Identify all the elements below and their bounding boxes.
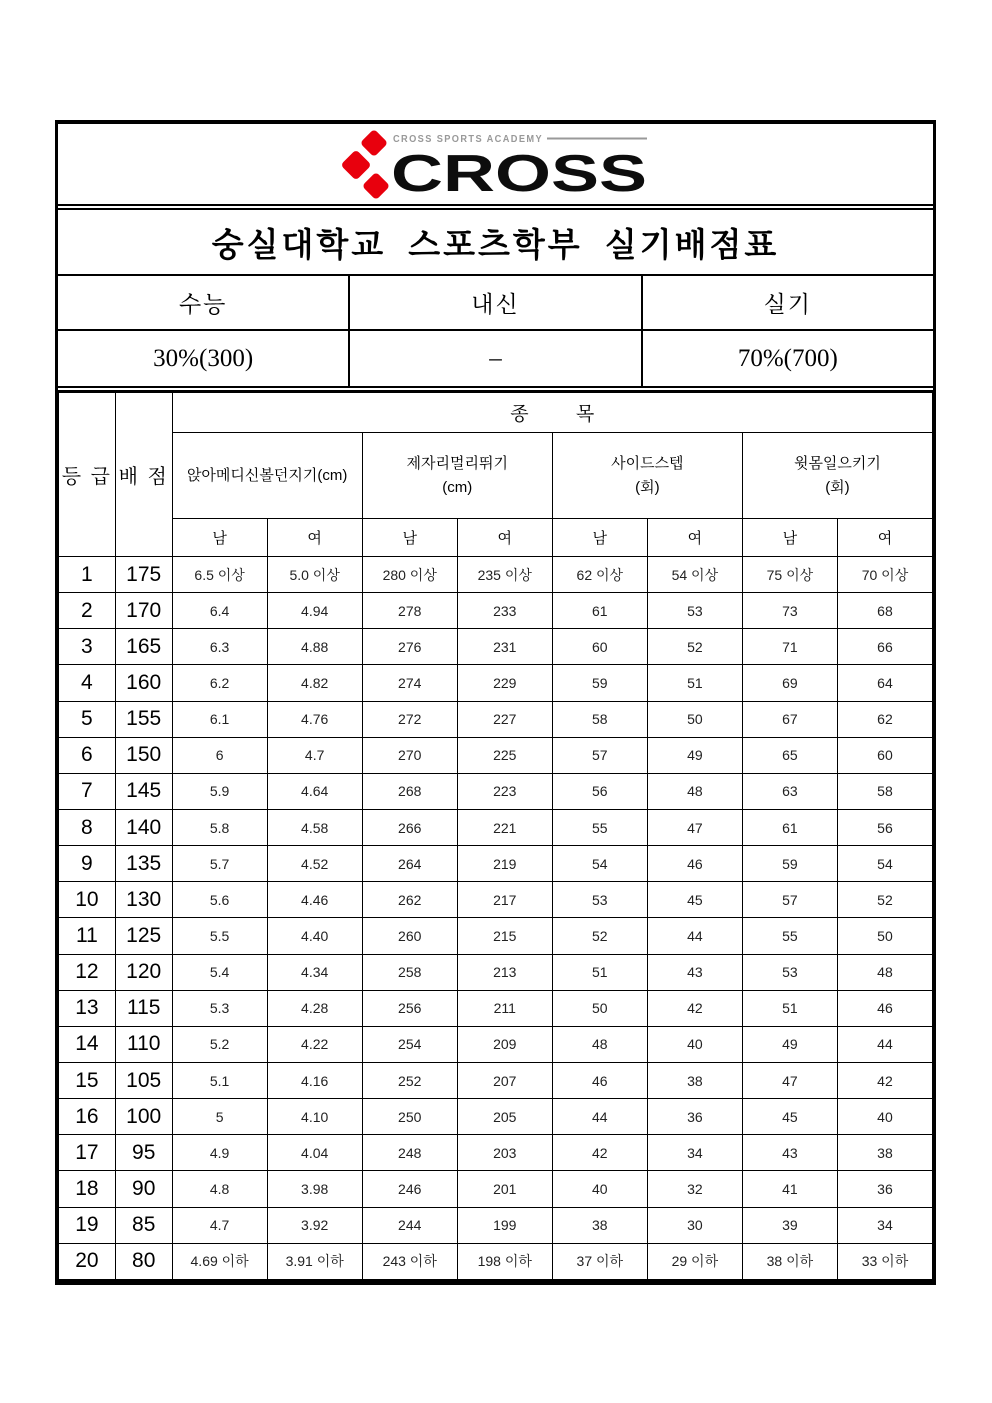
value-cell: 52 bbox=[647, 629, 742, 665]
svg-text:CROSS SPORTS ACADEMY: CROSS SPORTS ACADEMY bbox=[392, 134, 543, 145]
value-cell: 55 bbox=[552, 809, 647, 845]
event-unit: (cm) bbox=[442, 478, 473, 496]
summary-value-1: – bbox=[350, 331, 642, 386]
value-cell: 6.5 이상 bbox=[172, 557, 267, 593]
value-cell: 47 bbox=[742, 1062, 837, 1098]
table-row bbox=[59, 665, 933, 701]
summary-value-2: 70%(700) bbox=[737, 344, 838, 372]
table-row bbox=[59, 1062, 933, 1098]
value-cell: 209 bbox=[457, 1026, 552, 1062]
value-cell: 4.52 bbox=[267, 846, 362, 882]
value-cell: 58 bbox=[552, 701, 647, 737]
points-cell: 85 bbox=[115, 1207, 172, 1243]
value-cell: 38 bbox=[837, 1135, 932, 1171]
grade-cell: 20 bbox=[59, 1243, 116, 1279]
gender-header-male-0: 남 bbox=[172, 519, 267, 557]
value-cell: 42 bbox=[647, 990, 742, 1026]
value-cell: 50 bbox=[837, 918, 932, 954]
table-row bbox=[59, 1135, 933, 1171]
value-cell: 33 이하 bbox=[837, 1243, 932, 1279]
gender-header-female-2: 여 bbox=[647, 519, 742, 557]
grade-cell: 11 bbox=[59, 918, 116, 954]
table-row bbox=[59, 773, 933, 809]
value-cell: 4.04 bbox=[267, 1135, 362, 1171]
grade-cell: 17 bbox=[59, 1135, 116, 1171]
value-cell: 207 bbox=[457, 1062, 552, 1098]
value-cell: 4.9 bbox=[172, 1135, 267, 1171]
value-cell: 4.7 bbox=[172, 1207, 267, 1243]
value-cell: 52 bbox=[552, 918, 647, 954]
value-cell: 4.69 이하 bbox=[172, 1243, 267, 1279]
value-cell: 276 bbox=[362, 629, 457, 665]
value-cell: 49 bbox=[647, 737, 742, 773]
event-name: 사이드스텝 bbox=[611, 455, 684, 473]
grade-cell: 13 bbox=[59, 990, 116, 1026]
value-cell: 34 bbox=[647, 1135, 742, 1171]
value-cell: 50 bbox=[647, 701, 742, 737]
value-cell: 213 bbox=[457, 954, 552, 990]
value-cell: 5.2 bbox=[172, 1026, 267, 1062]
value-cell: 211 bbox=[457, 990, 552, 1026]
value-cell: 5.4 bbox=[172, 954, 267, 990]
gender-header-male-1: 남 bbox=[362, 519, 457, 557]
value-cell: 40 bbox=[552, 1171, 647, 1207]
value-cell: 3.91 이하 bbox=[267, 1243, 362, 1279]
grade-cell: 8 bbox=[59, 809, 116, 845]
score-table-section bbox=[58, 392, 933, 1280]
value-cell: 45 bbox=[742, 1099, 837, 1135]
points-cell: 115 bbox=[115, 990, 172, 1026]
score-table bbox=[58, 392, 933, 1280]
value-cell: 252 bbox=[362, 1062, 457, 1098]
value-cell: 5.6 bbox=[172, 882, 267, 918]
value-cell: 278 bbox=[362, 593, 457, 629]
value-cell: 205 bbox=[457, 1099, 552, 1135]
gender-header-female-1: 여 bbox=[457, 519, 552, 557]
event-header-0 bbox=[172, 433, 362, 519]
value-cell: 215 bbox=[457, 918, 552, 954]
points-column-header: 배 점 bbox=[115, 393, 172, 557]
score-ratio-summary bbox=[58, 276, 933, 392]
value-cell: 250 bbox=[362, 1099, 457, 1135]
value-cell: 48 bbox=[647, 773, 742, 809]
value-cell: 4.46 bbox=[267, 882, 362, 918]
value-cell: 4.40 bbox=[267, 918, 362, 954]
gender-header-male-3: 남 bbox=[742, 519, 837, 557]
value-cell: 262 bbox=[362, 882, 457, 918]
svg-text:CROSS: CROSS bbox=[390, 145, 647, 199]
value-cell: 36 bbox=[837, 1171, 932, 1207]
table-row bbox=[59, 1171, 933, 1207]
value-cell: 217 bbox=[457, 882, 552, 918]
value-cell: 268 bbox=[362, 773, 457, 809]
title-section bbox=[58, 210, 933, 276]
value-cell: 227 bbox=[457, 701, 552, 737]
grade-cell: 14 bbox=[59, 1026, 116, 1062]
value-cell: 73 bbox=[742, 593, 837, 629]
value-cell: 49 bbox=[742, 1026, 837, 1062]
value-cell: 56 bbox=[552, 773, 647, 809]
value-cell: 221 bbox=[457, 809, 552, 845]
table-row bbox=[59, 737, 933, 773]
summary-header-0: 수능 bbox=[58, 276, 350, 329]
points-cell: 175 bbox=[115, 557, 172, 593]
points-cell: 90 bbox=[115, 1171, 172, 1207]
table-row bbox=[59, 1026, 933, 1062]
value-cell: 5.8 bbox=[172, 809, 267, 845]
value-cell: 6.4 bbox=[172, 593, 267, 629]
value-cell: 64 bbox=[837, 665, 932, 701]
value-cell: 223 bbox=[457, 773, 552, 809]
value-cell: 51 bbox=[552, 954, 647, 990]
table-row bbox=[59, 593, 933, 629]
value-cell: 203 bbox=[457, 1135, 552, 1171]
value-cell: 40 bbox=[837, 1099, 932, 1135]
value-cell: 50 bbox=[552, 990, 647, 1026]
table-row bbox=[59, 918, 933, 954]
grade-cell: 12 bbox=[59, 954, 116, 990]
points-cell: 135 bbox=[115, 846, 172, 882]
value-cell: 56 bbox=[837, 809, 932, 845]
points-cell: 95 bbox=[115, 1135, 172, 1171]
value-cell: 201 bbox=[457, 1171, 552, 1207]
value-cell: 4.7 bbox=[267, 737, 362, 773]
value-cell: 3.98 bbox=[267, 1171, 362, 1207]
value-cell: 46 bbox=[647, 846, 742, 882]
page-title: 숭실대학교 스포츠학부 실기배점표 bbox=[211, 225, 780, 263]
value-cell: 4.28 bbox=[267, 990, 362, 1026]
value-cell: 53 bbox=[647, 593, 742, 629]
grade-cell: 2 bbox=[59, 593, 116, 629]
event-header-1 bbox=[362, 433, 552, 519]
summary-value-row bbox=[58, 331, 933, 386]
value-cell: 44 bbox=[552, 1099, 647, 1135]
summary-header-1: 내신 bbox=[350, 276, 642, 329]
value-cell: 5.9 bbox=[172, 773, 267, 809]
event-name: 앉아메디신볼던지기(cm) bbox=[186, 466, 348, 484]
value-cell: 219 bbox=[457, 846, 552, 882]
value-cell: 51 bbox=[647, 665, 742, 701]
value-cell: 4.88 bbox=[267, 629, 362, 665]
value-cell: 66 bbox=[837, 629, 932, 665]
cross-academy-logo bbox=[341, 129, 651, 199]
value-cell: 235 이상 bbox=[457, 557, 552, 593]
value-cell: 270 bbox=[362, 737, 457, 773]
value-cell: 59 bbox=[552, 665, 647, 701]
value-cell: 5.7 bbox=[172, 846, 267, 882]
value-cell: 75 이상 bbox=[742, 557, 837, 593]
value-cell: 48 bbox=[837, 954, 932, 990]
value-cell: 4.64 bbox=[267, 773, 362, 809]
value-cell: 254 bbox=[362, 1026, 457, 1062]
grade-cell: 16 bbox=[59, 1099, 116, 1135]
grade-cell: 3 bbox=[59, 629, 116, 665]
points-cell: 105 bbox=[115, 1062, 172, 1098]
value-cell: 42 bbox=[837, 1062, 932, 1098]
value-cell: 60 bbox=[837, 737, 932, 773]
value-cell: 46 bbox=[552, 1062, 647, 1098]
value-cell: 54 bbox=[837, 846, 932, 882]
value-cell: 32 bbox=[647, 1171, 742, 1207]
value-cell: 4.22 bbox=[267, 1026, 362, 1062]
value-cell: 55 bbox=[742, 918, 837, 954]
value-cell: 40 bbox=[647, 1026, 742, 1062]
table-row bbox=[59, 1207, 933, 1243]
value-cell: 41 bbox=[742, 1171, 837, 1207]
value-cell: 52 bbox=[837, 882, 932, 918]
value-cell: 60 bbox=[552, 629, 647, 665]
value-cell: 70 이상 bbox=[837, 557, 932, 593]
value-cell: 256 bbox=[362, 990, 457, 1026]
value-cell: 260 bbox=[362, 918, 457, 954]
value-cell: 280 이상 bbox=[362, 557, 457, 593]
value-cell: 51 bbox=[742, 990, 837, 1026]
score-table-body bbox=[59, 557, 933, 1280]
events-group-header: 종 목 bbox=[172, 393, 932, 433]
event-header-row bbox=[59, 433, 933, 519]
value-cell: 6 bbox=[172, 737, 267, 773]
grade-cell: 15 bbox=[59, 1062, 116, 1098]
points-cell: 120 bbox=[115, 954, 172, 990]
value-cell: 39 bbox=[742, 1207, 837, 1243]
value-cell: 36 bbox=[647, 1099, 742, 1135]
gender-header-male-2: 남 bbox=[552, 519, 647, 557]
value-cell: 59 bbox=[742, 846, 837, 882]
value-cell: 198 이하 bbox=[457, 1243, 552, 1279]
summary-value-0: 30%(300) bbox=[58, 331, 350, 386]
points-cell: 145 bbox=[115, 773, 172, 809]
table-row bbox=[59, 629, 933, 665]
value-cell: 38 이하 bbox=[742, 1243, 837, 1279]
event-name: 제자리멀리뛰기 bbox=[406, 455, 508, 473]
points-cell: 165 bbox=[115, 629, 172, 665]
points-cell: 160 bbox=[115, 665, 172, 701]
value-cell: 5.0 이상 bbox=[267, 557, 362, 593]
value-cell: 4.10 bbox=[267, 1099, 362, 1135]
value-cell: 62 이상 bbox=[552, 557, 647, 593]
value-cell: 53 bbox=[552, 882, 647, 918]
grade-cell: 18 bbox=[59, 1171, 116, 1207]
value-cell: 65 bbox=[742, 737, 837, 773]
table-row bbox=[59, 990, 933, 1026]
points-cell: 155 bbox=[115, 701, 172, 737]
value-cell: 246 bbox=[362, 1171, 457, 1207]
value-cell: 4.58 bbox=[267, 809, 362, 845]
value-cell: 58 bbox=[837, 773, 932, 809]
value-cell: 34 bbox=[837, 1207, 932, 1243]
value-cell: 37 이하 bbox=[552, 1243, 647, 1279]
value-cell: 243 이하 bbox=[362, 1243, 457, 1279]
table-row bbox=[59, 701, 933, 737]
value-cell: 5.1 bbox=[172, 1062, 267, 1098]
value-cell: 4.94 bbox=[267, 593, 362, 629]
value-cell: 5.5 bbox=[172, 918, 267, 954]
value-cell: 54 bbox=[552, 846, 647, 882]
value-cell: 225 bbox=[457, 737, 552, 773]
value-cell: 4.34 bbox=[267, 954, 362, 990]
value-cell: 266 bbox=[362, 809, 457, 845]
grade-cell: 1 bbox=[59, 557, 116, 593]
grade-cell: 4 bbox=[59, 665, 116, 701]
table-row bbox=[59, 846, 933, 882]
value-cell: 45 bbox=[647, 882, 742, 918]
table-row bbox=[59, 809, 933, 845]
score-sheet bbox=[55, 120, 936, 1285]
value-cell: 6.2 bbox=[172, 665, 267, 701]
value-cell: 6.3 bbox=[172, 629, 267, 665]
value-cell: 38 bbox=[647, 1062, 742, 1098]
summary-header-row bbox=[58, 276, 933, 331]
cross-diamonds-icon bbox=[341, 129, 390, 199]
grade-cell: 9 bbox=[59, 846, 116, 882]
value-cell: 264 bbox=[362, 846, 457, 882]
points-cell: 130 bbox=[115, 882, 172, 918]
value-cell: 4.82 bbox=[267, 665, 362, 701]
value-cell: 199 bbox=[457, 1207, 552, 1243]
value-cell: 4.76 bbox=[267, 701, 362, 737]
gender-header-female-3: 여 bbox=[837, 519, 932, 557]
value-cell: 46 bbox=[837, 990, 932, 1026]
value-cell: 54 이상 bbox=[647, 557, 742, 593]
value-cell: 57 bbox=[742, 882, 837, 918]
value-cell: 244 bbox=[362, 1207, 457, 1243]
value-cell: 231 bbox=[457, 629, 552, 665]
value-cell: 69 bbox=[742, 665, 837, 701]
value-cell: 274 bbox=[362, 665, 457, 701]
grade-cell: 6 bbox=[59, 737, 116, 773]
points-cell: 170 bbox=[115, 593, 172, 629]
value-cell: 62 bbox=[837, 701, 932, 737]
value-cell: 5 bbox=[172, 1099, 267, 1135]
value-cell: 71 bbox=[742, 629, 837, 665]
logo-section bbox=[58, 124, 933, 210]
value-cell: 61 bbox=[552, 593, 647, 629]
value-cell: 6.1 bbox=[172, 701, 267, 737]
value-cell: 229 bbox=[457, 665, 552, 701]
event-header-2 bbox=[552, 433, 742, 519]
grade-cell: 5 bbox=[59, 701, 116, 737]
value-cell: 68 bbox=[837, 593, 932, 629]
value-cell: 4.8 bbox=[172, 1171, 267, 1207]
value-cell: 4.16 bbox=[267, 1062, 362, 1098]
value-cell: 258 bbox=[362, 954, 457, 990]
value-cell: 44 bbox=[837, 1026, 932, 1062]
value-cell: 3.92 bbox=[267, 1207, 362, 1243]
value-cell: 272 bbox=[362, 701, 457, 737]
value-cell: 44 bbox=[647, 918, 742, 954]
grade-cell: 10 bbox=[59, 882, 116, 918]
points-cell: 125 bbox=[115, 918, 172, 954]
event-header-3 bbox=[742, 433, 932, 519]
table-row bbox=[59, 557, 933, 593]
table-row bbox=[59, 882, 933, 918]
summary-header-2: 실기 bbox=[763, 291, 813, 317]
event-name: 윗몸일으키기 bbox=[793, 455, 881, 473]
value-cell: 61 bbox=[742, 809, 837, 845]
gender-header-row bbox=[59, 519, 933, 557]
points-cell: 150 bbox=[115, 737, 172, 773]
value-cell: 47 bbox=[647, 809, 742, 845]
event-unit: (회) bbox=[635, 478, 660, 496]
table-row bbox=[59, 1243, 933, 1279]
points-cell: 140 bbox=[115, 809, 172, 845]
value-cell: 233 bbox=[457, 593, 552, 629]
value-cell: 67 bbox=[742, 701, 837, 737]
value-cell: 63 bbox=[742, 773, 837, 809]
grade-cell: 7 bbox=[59, 773, 116, 809]
value-cell: 43 bbox=[647, 954, 742, 990]
category-header-row bbox=[59, 393, 933, 433]
value-cell: 53 bbox=[742, 954, 837, 990]
value-cell: 5.3 bbox=[172, 990, 267, 1026]
table-row bbox=[59, 954, 933, 990]
points-cell: 110 bbox=[115, 1026, 172, 1062]
value-cell: 30 bbox=[647, 1207, 742, 1243]
value-cell: 248 bbox=[362, 1135, 457, 1171]
event-unit: (회) bbox=[825, 478, 850, 496]
gender-header-female-0: 여 bbox=[267, 519, 362, 557]
points-cell: 100 bbox=[115, 1099, 172, 1135]
points-cell: 80 bbox=[115, 1243, 172, 1279]
value-cell: 29 이하 bbox=[647, 1243, 742, 1279]
table-row bbox=[59, 1099, 933, 1135]
value-cell: 38 bbox=[552, 1207, 647, 1243]
value-cell: 42 bbox=[552, 1135, 647, 1171]
value-cell: 57 bbox=[552, 737, 647, 773]
grade-column-header: 등 급 bbox=[59, 393, 116, 557]
value-cell: 48 bbox=[552, 1026, 647, 1062]
value-cell: 43 bbox=[742, 1135, 837, 1171]
grade-cell: 19 bbox=[59, 1207, 116, 1243]
